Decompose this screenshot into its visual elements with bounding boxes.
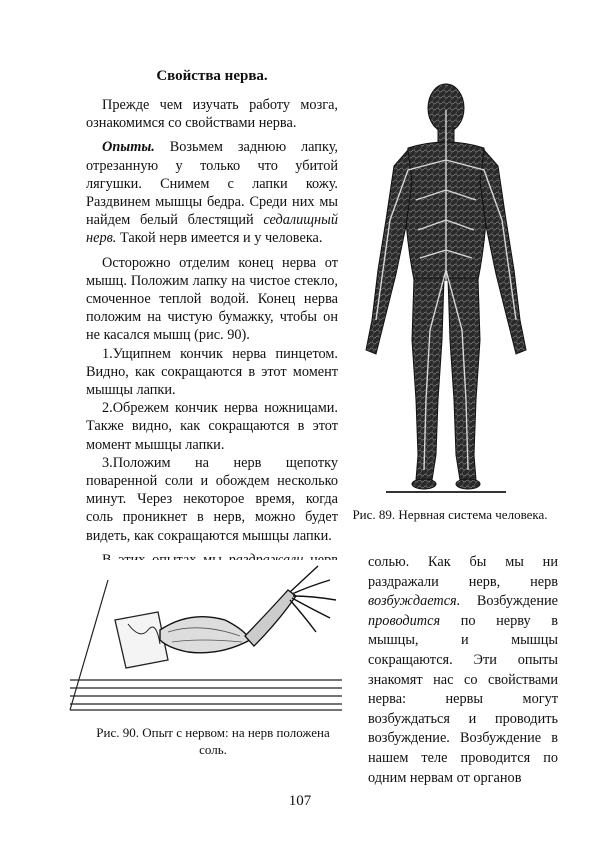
nervous-system-figure: [346, 70, 546, 500]
list-number-1: 1.: [102, 345, 113, 362]
excitation-text-c: по нерву в мышцы, и мышцы сокращаются. Эти опыты знакомят нас со свойствами нерва: нервы могут возбуждаться и проводить возбуждение. Возбуждение в нашем теле проводится по одним нервам от органов: [368, 612, 558, 786]
list-text-1: Ущипнем кончик нерва пинцетом. Видно, как сокращаются в этот момент мышцы лапки.: [86, 345, 338, 399]
list-text-2: Обрежем кончик нерва ножницами. Также видно, как сокращаются в этот момент мышцы лапки.: [86, 400, 338, 453]
experiments-label: Опыты.: [102, 139, 155, 156]
excitation-text-b: Возбуждение: [460, 593, 558, 610]
experiments-text-a: Возьмем заднюю лапку, отрезанную у только что убитой лягушки. Снимем с лапки кожу. Раздвинем мышцы бедра. Среди них мы найдем белый блестящий: [86, 139, 338, 229]
frog-leg-figure: [60, 560, 342, 720]
paragraph-preparation: Осторожно отделим конец нерва от мышц. Положим лапку на чистое стекло, смоченное теплой водой. Конец нерва положим на чистую бумажку, чтобы он не касался мышц (рис. 90).: [86, 254, 338, 344]
excitation-text-a: солью. Как бы мы ни раздражали нерв, нерв: [368, 554, 558, 590]
frog-leg-illustration: [60, 560, 342, 720]
list-item-3: [86, 454, 338, 545]
page-number: 107: [288, 793, 312, 809]
figure-90-caption: Рис. 90. Опыт с нервом: на нерв положена соль.: [96, 725, 330, 757]
excited-term: возбуждается.: [368, 593, 461, 610]
human-body-illustration: [346, 70, 546, 500]
list-number-2: 2.: [102, 400, 113, 417]
left-text-column: [86, 96, 338, 605]
sciatic-nerve-term: седалищный нерв.: [86, 212, 338, 247]
list-number-3: 3.: [102, 454, 113, 471]
section-title: Свойства нерва.: [156, 68, 268, 84]
experiments-text-b: Такой нерв имеется и у человека.: [116, 230, 323, 247]
list-item-2: [86, 399, 338, 454]
paragraph-experiments: [86, 138, 338, 247]
list-text-3: Положим на нерв щепотку поваренной соли и обождем несколько минут. Через некоторое время, когда соль проникнет в нерв, можно будет видеть, как сокращаются мышцы лапки.: [86, 454, 338, 544]
paragraph-intro: Прежде чем изучать работу мозга, ознакомимся со свойствами нерва.: [86, 97, 338, 132]
right-text-column: [368, 553, 558, 788]
paragraph-excitation: [368, 553, 558, 788]
figure-89-caption: Рис. 89. Нервная система человека.: [352, 507, 548, 522]
list-item-1: [86, 345, 338, 400]
conducted-term: проводится: [368, 612, 441, 629]
